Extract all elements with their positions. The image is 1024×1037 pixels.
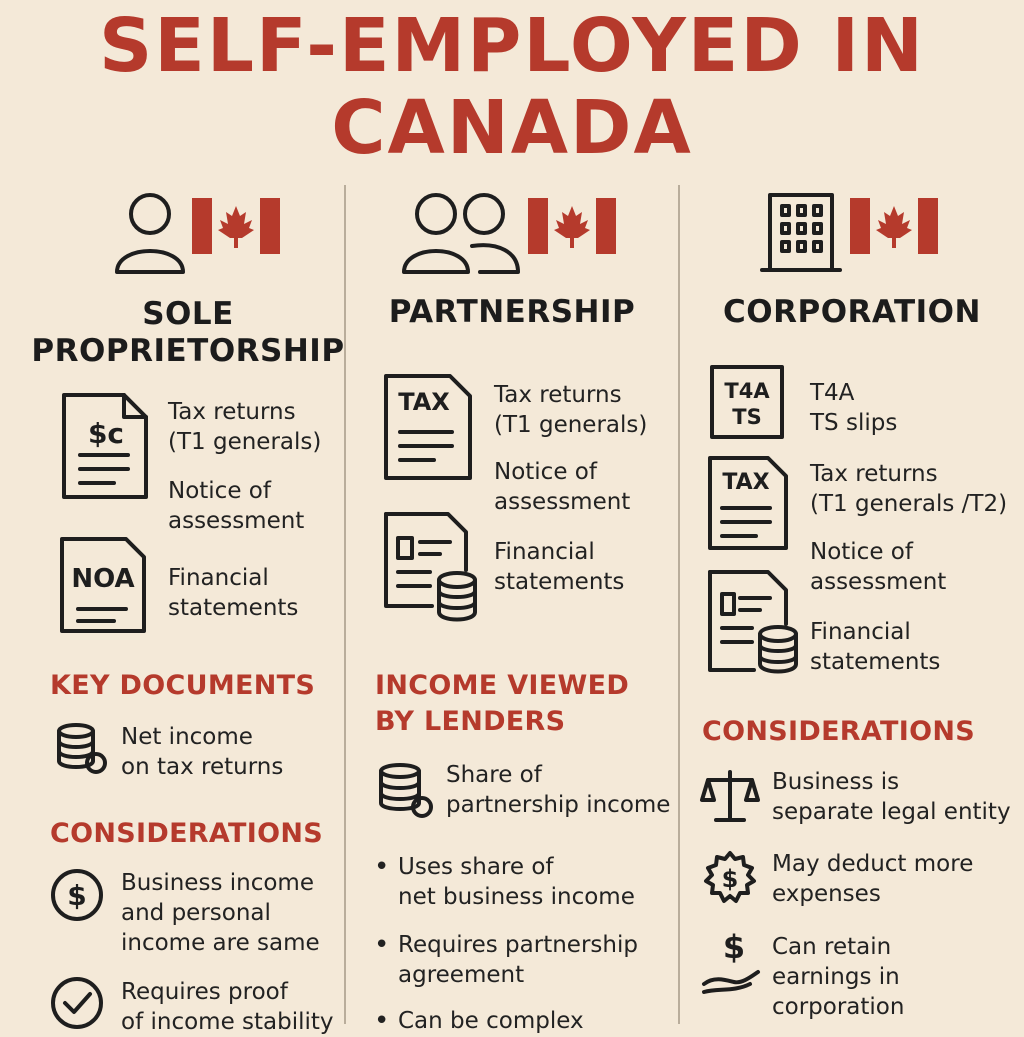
partnership-income-title-line1: INCOME VIEWED <box>375 670 630 701</box>
corporation-doc-financial: Financial statements <box>810 619 941 675</box>
corporation-consideration-retain: Can retain earnings in corporation <box>772 934 905 1020</box>
tax-document-label <box>62 393 148 453</box>
canada-flag-icon <box>192 198 280 254</box>
scales-icon <box>700 768 760 824</box>
sole-doc-tax-returns: Tax returns (T1 generals) <box>168 399 322 455</box>
corporation-consideration-deduct: May deduct more expenses <box>772 851 974 907</box>
partnership-bullet-agreement: Requires partnership agreement <box>398 932 638 988</box>
dollar-sign-glyph <box>700 926 762 966</box>
database-coin-icon <box>56 723 108 775</box>
partnership-header: PARTNERSHIP <box>388 294 636 330</box>
partnership-doc-financial: Financial statements <box>494 539 625 595</box>
svg-text:TAX: TAX <box>722 470 770 495</box>
corporation-header: CORPORATION <box>723 294 981 330</box>
sole-considerations-title: CONSIDERATIONS <box>50 818 323 849</box>
partnership-doc-tax-returns: Tax returns (T1 generals) <box>494 382 648 438</box>
corporation-doc-tax-returns: Tax returns (T1 generals /T2) <box>810 461 1008 517</box>
partnership-income-title-line2: BY LENDERS <box>375 706 566 737</box>
noa-document-label <box>60 537 146 597</box>
sole-consideration-income-same: Business income and personal income are same <box>121 870 320 956</box>
dollar-sign-glyph <box>50 868 104 922</box>
person-icon <box>112 192 192 276</box>
sole-header-line1: SOLE <box>142 296 234 332</box>
bullet-dot: • <box>374 1006 390 1036</box>
bullet-dot: • <box>374 852 390 882</box>
sole-consideration-proof: Requires proof of income stability <box>121 979 334 1035</box>
checkmark-circle-icon <box>50 976 104 1030</box>
tax-document-label <box>384 374 472 424</box>
svg-text:$: $ <box>67 879 87 912</box>
bullet-dot: • <box>374 930 390 960</box>
people-icon <box>400 192 522 276</box>
svg-text:T4A: T4A <box>724 379 770 403</box>
svg-text:$: $ <box>722 928 746 966</box>
partnership-doc-notice: Notice of assessment <box>494 459 631 515</box>
corporation-doc-notice: Notice of assessment <box>810 539 947 595</box>
partnership-bullet-complex: Can be complex <box>398 1008 584 1034</box>
tax-document-label <box>708 456 788 502</box>
partnership-income-share: Share of partnership income <box>446 762 671 818</box>
page-title-line1: SELF-EMPLOYED IN <box>99 3 925 89</box>
corporation-consideration-separate: Business is separate legal entity <box>772 769 1011 825</box>
sole-doc-financial: Financial statements <box>168 565 299 621</box>
corporation-considerations-title: CONSIDERATIONS <box>702 716 975 747</box>
corporation-doc-t4a: T4A TS slips <box>810 380 898 436</box>
svg-text:TS: TS <box>732 405 762 429</box>
sole-key-doc-net-income: Net income on tax returns <box>121 724 284 780</box>
canada-flag-icon <box>528 198 616 254</box>
building-icon <box>760 192 842 274</box>
financial-statement-icon <box>384 512 480 624</box>
canada-flag-icon <box>850 198 938 254</box>
partnership-bullet-share: Uses share of net business income <box>398 854 635 910</box>
financial-statement-icon <box>708 570 800 674</box>
svg-text:$: $ <box>721 865 739 893</box>
sole-doc-notice: Notice of assessment <box>168 478 305 534</box>
dollar-sign-glyph <box>702 850 758 906</box>
database-coin-icon <box>378 763 434 819</box>
svg-text:TAX: TAX <box>398 388 450 416</box>
page-title-line2: CANADA <box>331 85 693 171</box>
svg-text:NOA: NOA <box>71 564 135 594</box>
t4a-slip-label <box>710 365 784 439</box>
sole-key-documents-title: KEY DOCUMENTS <box>50 670 316 701</box>
sole-header-line2: PROPRIETORSHIP <box>31 333 345 369</box>
svg-text:$c: $c <box>87 417 125 450</box>
